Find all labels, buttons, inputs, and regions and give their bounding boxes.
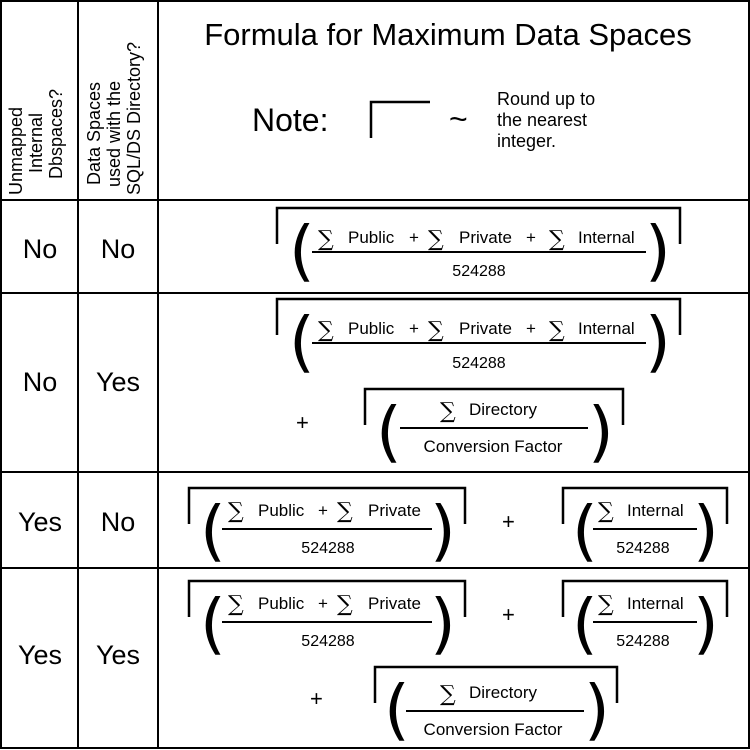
divisor-value: 524288 bbox=[301, 540, 355, 557]
term-public: Public bbox=[258, 594, 305, 613]
term-conversion-factor: Conversion Factor bbox=[423, 437, 563, 456]
sigma-icon: ∑ bbox=[598, 592, 614, 617]
sigma-icon: ∑ bbox=[337, 592, 353, 617]
note-text-line1: Round up to bbox=[497, 89, 596, 109]
plus-sign: + bbox=[318, 501, 328, 520]
row4-unmapped-cell: Yes bbox=[17, 640, 63, 670]
plus-sign: + bbox=[502, 602, 515, 627]
header-col2-line3: SQL/DS Directory? bbox=[124, 41, 144, 195]
open-paren-icon: ( bbox=[289, 212, 315, 289]
open-paren-icon: ( bbox=[572, 492, 598, 569]
row2-unmapped-cell: No bbox=[22, 367, 58, 397]
term-directory: Directory bbox=[469, 683, 538, 702]
rounding-note bbox=[252, 89, 595, 151]
divisor-value: 524288 bbox=[452, 263, 506, 280]
header-col1-line1: Unmapped bbox=[6, 106, 26, 195]
row2-formula bbox=[277, 299, 680, 470]
term-internal: Internal bbox=[627, 501, 684, 520]
header-col2-line2: used with the bbox=[104, 80, 124, 187]
sigma-icon: ∑ bbox=[549, 227, 565, 252]
sigma-icon: ∑ bbox=[549, 318, 565, 343]
plus-sign: + bbox=[296, 410, 309, 435]
term-public: Public bbox=[258, 501, 305, 520]
header-col2-line1: Data Spaces bbox=[84, 81, 104, 185]
term-internal: Internal bbox=[578, 228, 635, 247]
divisor-value: 524288 bbox=[301, 633, 355, 650]
row4-directory-cell: Yes bbox=[95, 640, 141, 670]
term-private: Private bbox=[459, 228, 512, 247]
plus-sign: + bbox=[526, 228, 536, 247]
row3-unmapped-cell: Yes bbox=[17, 507, 63, 537]
close-paren-icon: ) bbox=[430, 492, 456, 569]
plus-sign: + bbox=[502, 509, 515, 534]
term-private: Private bbox=[368, 501, 421, 520]
close-paren-icon: ) bbox=[645, 212, 671, 289]
header-unmapped-internal-dbspaces bbox=[6, 89, 66, 195]
row1-formula bbox=[277, 208, 680, 289]
plus-sign: + bbox=[409, 319, 419, 338]
divisor-value: 524288 bbox=[616, 633, 670, 650]
row1-unmapped-cell: No bbox=[22, 234, 58, 264]
formula-title: Formula for Maximum Data Spaces bbox=[204, 17, 692, 52]
sigma-icon: ∑ bbox=[318, 227, 334, 252]
sigma-icon: ∑ bbox=[228, 592, 244, 617]
sigma-icon: ∑ bbox=[337, 499, 353, 524]
close-paren-icon: ) bbox=[693, 492, 719, 569]
header-data-spaces-directory bbox=[84, 42, 144, 195]
plus-sign: + bbox=[526, 319, 536, 338]
close-paren-icon: ) bbox=[588, 393, 614, 470]
sigma-icon: ∑ bbox=[428, 227, 444, 252]
open-paren-icon: ( bbox=[572, 585, 598, 662]
open-paren-icon: ( bbox=[384, 671, 410, 748]
sigma-icon: ∑ bbox=[598, 499, 614, 524]
close-paren-icon: ) bbox=[584, 671, 610, 748]
plus-sign: + bbox=[318, 594, 328, 613]
header-col1-line3: Dbspaces? bbox=[46, 88, 66, 179]
sigma-icon: ∑ bbox=[428, 318, 444, 343]
term-public: Public bbox=[348, 319, 395, 338]
plus-sign: + bbox=[409, 228, 419, 247]
sigma-icon: ∑ bbox=[228, 499, 244, 524]
sigma-icon: ∑ bbox=[318, 318, 334, 343]
term-private: Private bbox=[459, 319, 512, 338]
open-paren-icon: ( bbox=[376, 393, 402, 470]
close-paren-icon: ) bbox=[430, 585, 456, 662]
note-text-line2: the nearest bbox=[497, 110, 588, 130]
note-label: Note: bbox=[252, 102, 329, 138]
row3-directory-cell: No bbox=[100, 507, 136, 537]
open-paren-icon: ( bbox=[200, 585, 226, 662]
term-conversion-factor: Conversion Factor bbox=[423, 720, 563, 739]
term-internal: Internal bbox=[627, 594, 684, 613]
header-col1-line2: Internal bbox=[26, 112, 46, 173]
close-paren-icon: ) bbox=[645, 303, 671, 380]
note-tilde: ~ bbox=[449, 101, 468, 137]
row4-formula bbox=[189, 581, 727, 748]
divisor-value: 524288 bbox=[616, 540, 670, 557]
term-directory: Directory bbox=[469, 400, 538, 419]
term-public: Public bbox=[348, 228, 395, 247]
term-private: Private bbox=[368, 594, 421, 613]
note-text-line3: integer. bbox=[497, 131, 557, 151]
row2-directory-cell: Yes bbox=[95, 367, 141, 397]
divisor-value: 524288 bbox=[452, 355, 506, 372]
sigma-icon: ∑ bbox=[440, 682, 456, 707]
term-internal: Internal bbox=[578, 319, 635, 338]
ceiling-bracket-icon bbox=[371, 102, 430, 138]
sigma-icon: ∑ bbox=[440, 399, 456, 424]
plus-sign: + bbox=[310, 686, 323, 711]
row3-formula bbox=[189, 488, 727, 569]
open-paren-icon: ( bbox=[289, 303, 315, 380]
row1-directory-cell: No bbox=[100, 234, 136, 264]
open-paren-icon: ( bbox=[200, 492, 226, 569]
close-paren-icon: ) bbox=[693, 585, 719, 662]
